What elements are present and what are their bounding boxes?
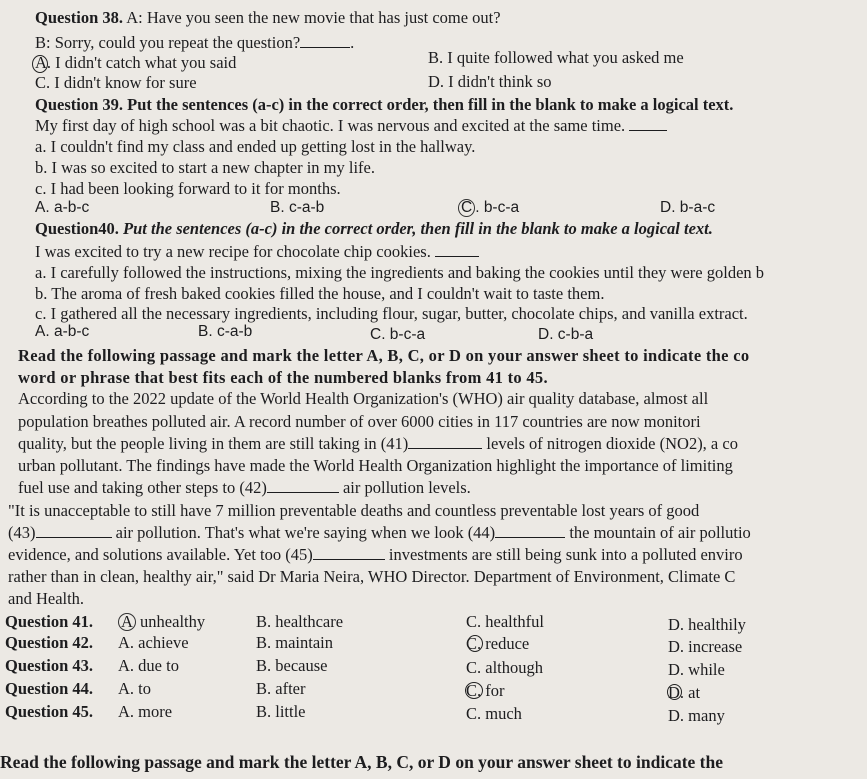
q39-option-a[interactable]: A. a-b-c — [35, 199, 90, 216]
q42-option-b[interactable]: B. maintain — [256, 633, 333, 652]
q39-option-d[interactable]: D. b-a-c — [660, 199, 716, 216]
passage-line-3 — [18, 434, 738, 454]
passage-line-7a: (43) — [8, 523, 36, 542]
q41-option-b[interactable]: B. healthcare — [256, 612, 344, 631]
q45-option-b[interactable]: B. little — [256, 702, 306, 721]
passage-line-5 — [18, 478, 471, 498]
passage-line-4: urban pollutant. The findings have made the World Health Organization highlight the importance of limiting — [18, 456, 733, 475]
q40-sentence-b: b. The aroma of fresh baked cookies filled the house, and I couldn't wait to taste them. — [35, 284, 605, 303]
q45-option-a[interactable]: A. more — [118, 702, 173, 721]
q40-title-rest: Put the sentences (a-c) in the correct order, then fill in the blank to make a logical text. — [123, 219, 713, 238]
q42-option-d[interactable]: D. increase — [668, 637, 743, 656]
q40-option-c[interactable]: C. b-c-a — [370, 326, 426, 343]
q40-title — [35, 219, 713, 239]
passage-line-8b: investments are still being sunk into a polluted enviro — [388, 545, 743, 564]
passage-instruction-1: Read the following passage and mark the letter A, B, C, or D on your answer sheet to indicate the co — [18, 346, 750, 365]
q40-title-num: Question40. — [35, 219, 119, 238]
q39-option-c-selected-mark: C — [458, 199, 475, 217]
q41-option-a-selected-mark: A — [118, 613, 136, 631]
q44-handwritten-circle — [465, 682, 483, 699]
q44-option-a[interactable]: A. to — [118, 679, 151, 698]
q43-option-b[interactable]: B. because — [256, 656, 328, 675]
q39-sentence-b: b. I was so excited to start a new chapter in my life. — [35, 158, 375, 177]
passage-line-1: According to the 2022 update of the World Health Organization's (WHO) air quality database, almost all — [18, 389, 709, 408]
q44-label: Question 44. — [5, 679, 94, 698]
q39-option-c-text: . b-c-a — [475, 199, 520, 216]
q39-blank — [629, 116, 667, 131]
passage-line-8a: evidence, and solutions available. Yet too (45) — [8, 545, 313, 564]
next-section-instruction: Read the following passage and mark the letter A, B, C, or D on your answer sheet to indicate the — [0, 752, 723, 772]
q41-option-c[interactable]: C. healthful — [466, 612, 544, 631]
passage-line-10: and Health. — [8, 589, 85, 608]
q42-option-a[interactable]: A. achieve — [118, 633, 189, 652]
q42-handwritten-circle — [467, 635, 483, 652]
q43-option-c[interactable]: C. although — [466, 658, 543, 677]
passage-instruction-2: word or phrase that best fits each of the numbered blanks from 41 to 45. — [18, 368, 548, 387]
passage-line-2: population breathes polluted air. A record number of over 6000 cities in 117 countries are now monitori — [18, 412, 701, 431]
q45-option-c[interactable]: C. much — [466, 704, 522, 723]
q39-sentence-c: c. I had been looking forward to it for months. — [35, 179, 341, 198]
q38-handwritten-circle — [32, 55, 48, 73]
q40-option-d[interactable]: D. c-b-a — [538, 326, 594, 343]
q39-intro: My first day of high school was a bit chaotic. I was nervous and excited at the same time. — [35, 116, 626, 135]
q42-label: Question 42. — [5, 633, 94, 652]
q38-blank — [300, 33, 350, 48]
blank-42 — [267, 478, 339, 493]
q38-option-d[interactable]: D. I didn't think so — [428, 72, 552, 91]
q44-option-b[interactable]: B. after — [256, 679, 306, 698]
q41-option-d[interactable]: D. healthily — [668, 615, 746, 634]
q43-label: Question 43. — [5, 656, 94, 675]
q44-option-d[interactable]: D. at — [668, 683, 701, 702]
q39-title: Question 39. Put the sentences (a-c) in the correct order, then fill in the blank to make a logical text. — [35, 95, 734, 114]
q38-option-c[interactable]: C. I didn't know for sure — [35, 73, 197, 92]
passage-line-6: "It is unacceptable to still have 7 million preventable deaths and countless preventable lost years of good — [8, 501, 700, 520]
q38-line-b-end: . — [350, 33, 355, 52]
passage-line-7b: air pollution. That's what we're saying when we look (44) — [115, 523, 496, 542]
q39-option-c[interactable] — [458, 198, 519, 218]
passage-line-7c: the mountain of air pollutio — [569, 523, 751, 542]
q38-line-b: B: Sorry, could you repeat the question? — [35, 33, 301, 52]
q40-intro-row — [35, 242, 479, 262]
passage-line-5a: fuel use and taking other steps to (42) — [18, 478, 267, 497]
blank-41 — [408, 434, 482, 449]
q40-option-b[interactable]: B. c-a-b — [198, 323, 253, 340]
passage-line-3b: levels of nitrogen dioxide (NO2), a co — [486, 434, 738, 453]
q43-option-a[interactable]: A. due to — [118, 656, 179, 675]
q45-label: Question 45. — [5, 702, 94, 721]
q41-option-a[interactable] — [118, 612, 205, 632]
q44-option-c[interactable]: C. for — [466, 681, 505, 700]
q40-sentence-a: a. I carefully followed the instructions, mixing the ingredients and baking the cookies until they were golden b — [35, 263, 765, 282]
q38-line-a: A: Have you seen the new movie that has just come out? — [126, 8, 501, 27]
blank-43 — [36, 523, 112, 538]
q39-intro-row — [35, 116, 667, 136]
passage-line-7 — [8, 523, 751, 543]
q41-option-a-text: unhealthy — [135, 612, 206, 631]
q40-sentence-c: c. I gathered all the necessary ingredients, including flour, sugar, butter, chocolate chips, and vanilla extract. — [35, 304, 748, 323]
q42-option-c[interactable]: C. reduce — [466, 634, 530, 653]
blank-45 — [313, 545, 385, 560]
q41-label: Question 41. — [5, 612, 94, 631]
passage-line-9: rather than in clean, healthy air," said Dr Maria Neira, WHO Director. Department of Environment, Climate C — [8, 567, 736, 586]
q38-prompt — [35, 8, 501, 28]
passage-line-3a: quality, but the people living in them are still taking in (41) — [18, 434, 409, 453]
q40-blank — [435, 242, 479, 257]
q38-option-a[interactable]: A. I didn't catch what you said — [35, 53, 237, 72]
q44-option-d-mark — [667, 684, 682, 700]
q39-sentence-a: a. I couldn't find my class and ended up getting lost in the hallway. — [35, 137, 476, 156]
q43-option-d[interactable]: D. while — [668, 660, 725, 679]
passage-line-5b: air pollution levels. — [342, 478, 471, 497]
q39-option-b[interactable]: B. c-a-b — [270, 199, 325, 216]
blank-44 — [495, 523, 565, 538]
q38-title: Question 38. — [35, 8, 124, 27]
q40-intro: I was excited to try a new recipe for chocolate chip cookies. — [35, 242, 431, 261]
q38-option-b[interactable]: B. I quite followed what you asked me — [428, 48, 684, 67]
q38-line-b-row — [35, 33, 354, 53]
q40-option-a[interactable]: A. a-b-c — [35, 323, 90, 340]
passage-line-8 — [8, 545, 743, 565]
q45-option-d[interactable]: D. many — [668, 706, 725, 725]
